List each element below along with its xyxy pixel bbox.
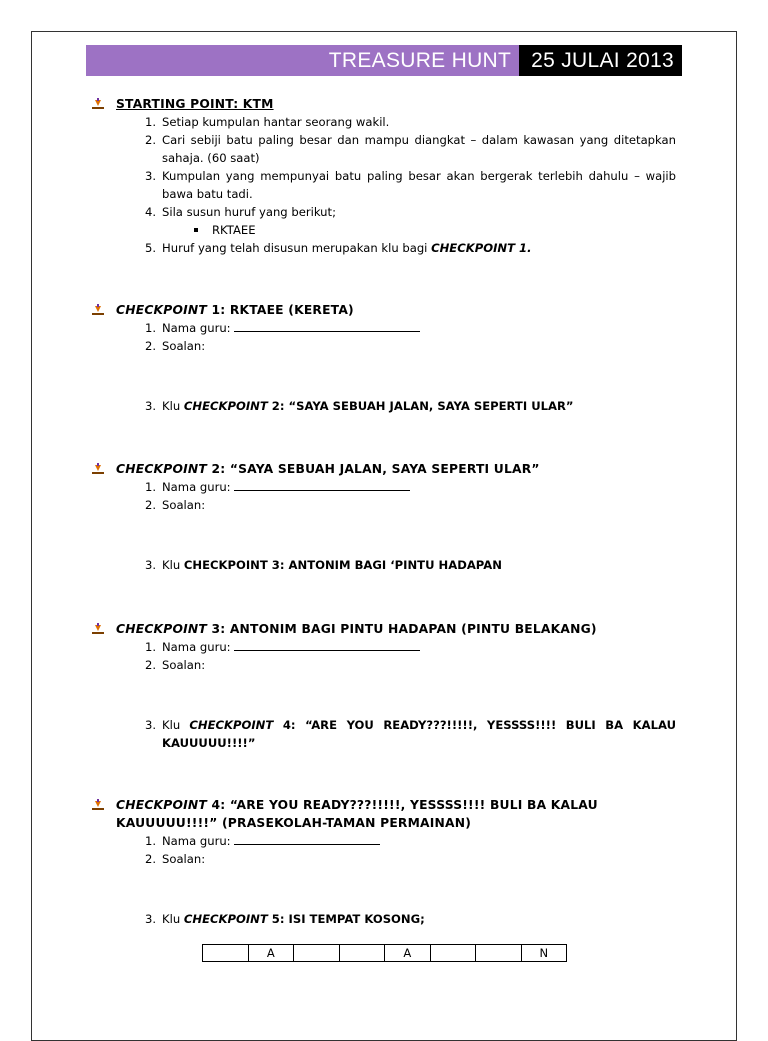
list-item: 2. Soalan: (144, 498, 206, 512)
section-checkpoint-3 (116, 620, 676, 752)
list-item: 3. Klu CHECKPOINT 5: ISI TEMPAT KOSONG; (144, 912, 425, 926)
teacher-name-blank (234, 639, 420, 651)
grid-cell (339, 945, 385, 962)
list-item: 1. Nama guru: (116, 638, 676, 656)
arrow-bullet-icon (92, 98, 104, 110)
sub-item: RKTAEE (116, 221, 676, 239)
grid-cell (203, 945, 249, 962)
banner-title: TREASURE HUNT (328, 49, 512, 72)
teacher-name-blank (234, 320, 420, 332)
arrow-bullet-icon (92, 463, 104, 475)
arrow-bullet-icon (92, 799, 104, 811)
list-item: 1. Nama guru: (116, 478, 676, 496)
teacher-name-blank (234, 479, 410, 491)
banner-date: 25 JULAI 2013 (519, 45, 682, 76)
list-item: 3. Klu CHECKPOINT 3: ANTONIM BAGI ‘PINTU HADAPAN (144, 558, 502, 572)
list-item: 1. Nama guru: (116, 832, 676, 850)
grid-cell (294, 945, 340, 962)
list-item: 3. Kumpulan yang mempunyai batu paling besar akan bergerak terlebih dahulu – wajib bawa batu tadi. (144, 169, 676, 201)
list-item: 2. Cari sebiji batu paling besar dan mampu diangkat – dalam kawasan yang ditetapkan sahaja. (60 saat) (144, 133, 676, 165)
list-item: 2. Soalan: (144, 852, 206, 866)
list-item: 2. Soalan: (144, 339, 206, 353)
section-checkpoint-1 (116, 301, 676, 415)
section-checkpoint-2 (116, 460, 676, 574)
list-item: 5. Huruf yang telah disusun merupakan klu bagi CHECKPOINT 1. (144, 241, 532, 255)
letter-grid (202, 944, 567, 962)
arrow-bullet-icon (92, 623, 104, 635)
section-heading: CHECKPOINT 1: RKTAEE (KERETA) (116, 303, 354, 317)
grid-cell: A (248, 945, 294, 962)
grid-cell: N (521, 945, 567, 962)
section-starting-point (116, 95, 676, 257)
section-heading: CHECKPOINT 3: ANTONIM BAGI PINTU HADAPAN (PINTU BELAKANG) (116, 622, 597, 636)
teacher-name-blank (234, 833, 380, 845)
grid-cell (430, 945, 476, 962)
section-heading: CHECKPOINT 4: “ARE YOU READY???!!!!!, YESSSS!!!! BULI BA KALAU KAUUUUU!!!!” (PRASEKOLAH-TAMAN PERMAINAN) (116, 798, 598, 830)
list-item: 3. Klu CHECKPOINT 4: “ARE YOU READY???!!!!!, YESSSS!!!! BULI BA KALAU KAUUUUU!!!!” (144, 718, 677, 750)
arrow-bullet-icon (92, 304, 104, 316)
list-item: 4. Sila susun huruf yang berikut; (144, 205, 336, 219)
title-banner (86, 45, 682, 76)
section-heading: STARTING POINT: KTM (116, 97, 274, 111)
list-item: 2. Soalan: (144, 658, 206, 672)
grid-cell: A (385, 945, 431, 962)
section-checkpoint-4 (116, 796, 676, 928)
grid-cell (476, 945, 522, 962)
list-item: 3. Klu CHECKPOINT 2: “SAYA SEBUAH JALAN, SAYA SEPERTI ULAR” (144, 399, 574, 413)
list-item: 1. Setiap kumpulan hantar seorang wakil. (144, 115, 390, 129)
section-heading: CHECKPOINT 2: “SAYA SEBUAH JALAN, SAYA SEPERTI ULAR” (116, 462, 540, 476)
list-item: 1. Nama guru: (116, 319, 676, 337)
